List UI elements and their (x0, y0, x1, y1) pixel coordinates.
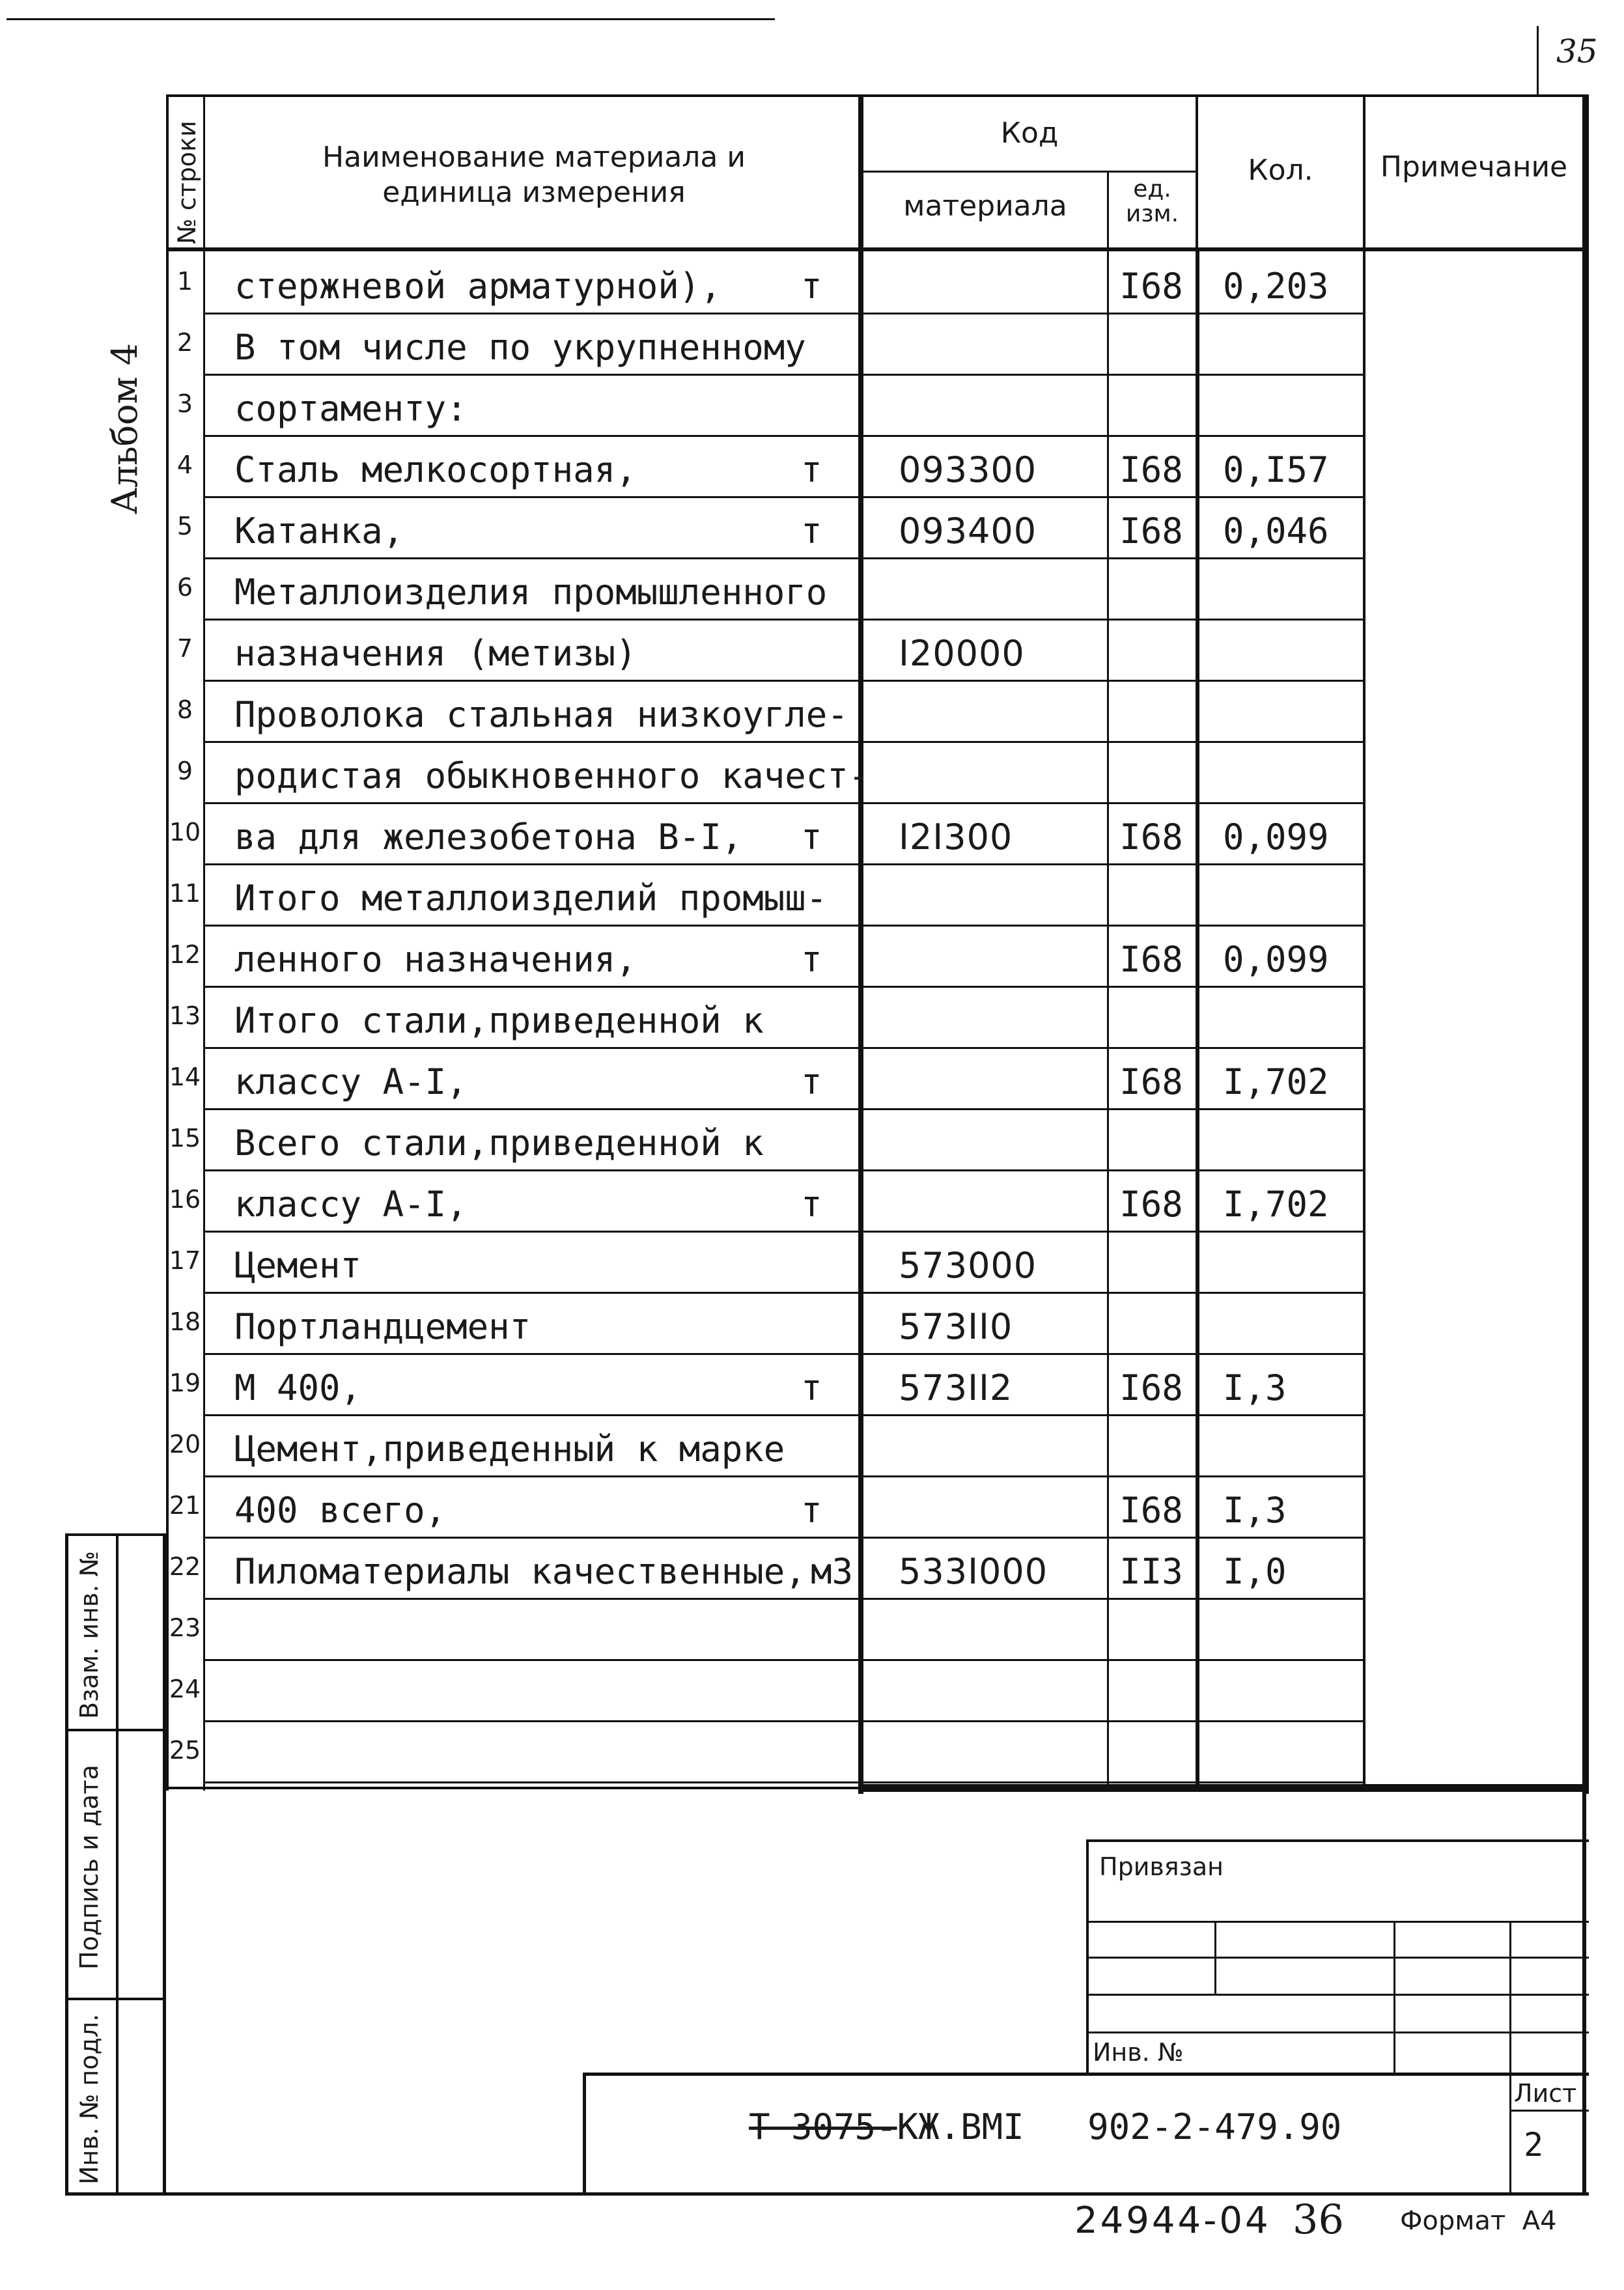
header-code: Код (1000, 117, 1059, 150)
row-divider-qty (1199, 1169, 1365, 1171)
row-divider (203, 863, 858, 865)
row-divider-code (863, 496, 1197, 498)
row-divider-code (863, 925, 1197, 927)
row-divider-qty (1199, 435, 1365, 437)
sheet-value: 2 (1524, 2126, 1544, 2164)
row-divider-code (863, 619, 1197, 621)
header-row-no: № строки (173, 120, 201, 244)
row-divider-code (863, 863, 1197, 865)
row-divider-qty (1199, 1108, 1365, 1110)
row-name: Всего стали,приведенной к (234, 1123, 764, 1164)
row-divider (203, 1659, 858, 1661)
row-divider-qty (1199, 741, 1365, 743)
row-name: назначения (метизы) (234, 633, 637, 674)
row-divider (203, 741, 858, 743)
row-divider-qty (1199, 1781, 1365, 1783)
row-name: классу А-I, (234, 1184, 468, 1225)
row-divider-qty (1199, 1475, 1365, 1477)
row-divider-qty (1199, 1720, 1365, 1722)
row-name: Итого стали,приведенной к (234, 1000, 764, 1041)
row-divider-code (863, 374, 1197, 376)
row-name: Пиломатериалы качественные, (234, 1551, 806, 1592)
stamp-inv-podl: Инв. № подл. (75, 2013, 104, 2185)
row-number: 5 (176, 512, 193, 540)
row-quantity: 0,099 (1223, 939, 1329, 980)
row-divider-code (863, 1598, 1197, 1600)
header-name: Наименование материала и единица измерения (322, 141, 746, 209)
row-name: сортаменту: (234, 388, 468, 429)
row-name: Катанка, (234, 510, 404, 552)
row-name: Металлоизделия промышленного (234, 572, 828, 613)
row-divider (203, 986, 858, 988)
row-number: 15 (169, 1124, 201, 1152)
row-name: ва для железобетона В-I, (234, 817, 743, 858)
row-number: 11 (169, 879, 201, 908)
inv-no-label: Инв. № (1093, 2038, 1184, 2067)
sheet-label: Лист (1514, 2079, 1577, 2108)
row-name: Цемент (234, 1245, 362, 1286)
row-divider-qty (1199, 1598, 1365, 1600)
row-divider-code (863, 1475, 1197, 1477)
row-name: В том числе по укрупненному (234, 327, 806, 368)
privyazan-label: Привязан (1099, 1852, 1224, 1881)
row-number: 13 (169, 1001, 201, 1030)
row-divider-qty (1199, 802, 1365, 804)
row-name: стержневой арматурной), (234, 266, 721, 307)
row-unit-inline: т (801, 817, 822, 858)
row-divider-code (863, 1659, 1197, 1661)
row-unit-code: I68 (1119, 510, 1183, 552)
header-unit: ед. изм. (1125, 176, 1179, 227)
row-divider (203, 1475, 858, 1477)
footer-format: Формат А4 (1400, 2206, 1557, 2236)
row-divider-code (863, 557, 1197, 559)
row-divider (203, 1047, 858, 1049)
row-divider-code (863, 1169, 1197, 1171)
row-divider-code (863, 986, 1197, 988)
row-unit-inline: т (801, 510, 822, 552)
row-divider (203, 435, 858, 437)
footer-copy: 36 (1293, 2196, 1344, 2243)
row-divider-code (863, 1414, 1197, 1416)
row-number: 19 (169, 1369, 201, 1397)
row-divider-code (863, 1537, 1197, 1539)
row-number: 24 (169, 1675, 201, 1703)
header-note: Примечание (1380, 150, 1568, 184)
row-divider-qty (1199, 1292, 1365, 1294)
row-quantity: I,3 (1223, 1490, 1287, 1531)
row-material-code: I20000 (899, 633, 1025, 674)
row-quantity: 0,203 (1223, 266, 1329, 307)
row-name: ленного назначения, (234, 939, 637, 980)
row-divider-qty (1199, 863, 1365, 865)
row-divider (203, 925, 858, 927)
album-label: Альбом 4 (104, 342, 145, 514)
row-number: 25 (169, 1736, 201, 1765)
row-divider-code (863, 680, 1197, 682)
row-divider-code (863, 741, 1197, 743)
row-number: 21 (169, 1491, 201, 1520)
row-divider-qty (1199, 986, 1365, 988)
row-quantity: I,3 (1223, 1367, 1287, 1408)
row-divider (203, 557, 858, 559)
row-unit-code: II3 (1119, 1551, 1183, 1592)
row-divider (203, 374, 858, 376)
row-divider-code (863, 1781, 1197, 1783)
top-rule (7, 18, 775, 20)
row-divider-code (863, 1353, 1197, 1355)
row-divider-code (863, 1047, 1197, 1049)
row-unit-code: I68 (1119, 939, 1183, 980)
row-unit-code: I68 (1119, 817, 1183, 858)
row-material-code: 573II2 (899, 1367, 1013, 1408)
row-name: родистая обыкновенного качест- (234, 755, 870, 796)
doc-code-main: КЖ.ВМI 902-2-479.90 (897, 2106, 1342, 2147)
row-unit-inline: т (801, 1490, 822, 1531)
row-number: 3 (176, 389, 193, 418)
row-number: 12 (169, 940, 201, 969)
row-name: Проволока стальная низкоугле- (234, 694, 848, 735)
row-name: Цемент,приведенный к марке (234, 1429, 785, 1470)
row-divider (203, 1353, 858, 1355)
row-material-code: I2I300 (899, 817, 1013, 858)
row-material-code: 533I000 (899, 1551, 1048, 1592)
row-number: 23 (169, 1613, 201, 1642)
row-divider-code (863, 1108, 1197, 1110)
row-divider-qty (1199, 557, 1365, 559)
row-unit-code: I68 (1119, 1367, 1183, 1408)
row-material-code: 573II0 (899, 1306, 1013, 1347)
row-divider (203, 1537, 858, 1539)
row-quantity: 0,099 (1223, 817, 1329, 858)
row-divider-qty (1199, 496, 1365, 498)
row-number: 14 (169, 1063, 201, 1091)
doc-code-struck: Т 3075- (749, 2106, 897, 2147)
row-name: классу А-I, (234, 1061, 468, 1102)
row-number: 17 (169, 1246, 201, 1275)
row-number: 4 (176, 451, 193, 479)
row-unit-inline: т (801, 1061, 822, 1102)
row-unit-code: I68 (1119, 1490, 1183, 1531)
row-divider (203, 1598, 858, 1600)
row-number: 1 (176, 267, 193, 296)
row-number: 16 (169, 1185, 201, 1214)
row-divider-qty (1199, 680, 1365, 682)
row-divider-code (863, 802, 1197, 804)
row-name: Портландцемент (234, 1306, 531, 1347)
row-unit-inline: т (801, 1367, 822, 1408)
row-divider-code (863, 435, 1197, 437)
row-divider-qty (1199, 619, 1365, 621)
row-number: 2 (176, 328, 193, 357)
stamp-podpis-data: Подпись и дата (75, 1765, 104, 1970)
row-divider (203, 313, 858, 314)
row-divider-code (863, 1720, 1197, 1722)
corner-rule (1537, 26, 1539, 94)
row-material-code: 573000 (899, 1245, 1037, 1286)
row-number: 7 (176, 634, 193, 663)
row-unit-inline: т (801, 1184, 822, 1225)
row-divider-qty (1199, 1537, 1365, 1539)
page-number: 35 (1556, 33, 1598, 70)
row-name: Итого металлоизделий промыш- (234, 878, 828, 919)
row-divider (203, 802, 858, 804)
row-number: 10 (169, 818, 201, 846)
row-divider (203, 1781, 858, 1783)
row-divider (203, 619, 858, 621)
row-unit-inline: т (801, 266, 822, 307)
row-divider-qty (1199, 1414, 1365, 1416)
row-name: М 400, (234, 1367, 362, 1408)
row-quantity: 0,046 (1223, 510, 1329, 552)
row-divider-code (863, 1292, 1197, 1294)
row-number: 22 (169, 1552, 201, 1581)
row-name: Сталь мелкосортная, (234, 449, 637, 490)
row-number: 18 (169, 1307, 201, 1336)
row-divider (203, 1108, 858, 1110)
footer-number: 24944-04 (1074, 2199, 1271, 2242)
row-unit-code: I68 (1119, 449, 1183, 490)
row-divider-code (863, 1231, 1197, 1233)
row-unit-inline: м3 (811, 1551, 854, 1592)
row-unit-inline: т (801, 939, 822, 980)
row-quantity: I,0 (1223, 1551, 1287, 1592)
row-number: 8 (176, 695, 193, 724)
row-divider-qty (1199, 374, 1365, 376)
row-divider (203, 1414, 858, 1416)
row-divider-qty (1199, 1047, 1365, 1049)
row-name: 400 всего, (234, 1490, 447, 1531)
row-divider-qty (1199, 925, 1365, 927)
row-unit-code: I68 (1119, 266, 1183, 307)
header-material: материала (903, 189, 1067, 223)
row-divider-qty (1199, 1231, 1365, 1233)
row-divider (203, 1292, 858, 1294)
row-divider (203, 1169, 858, 1171)
row-divider-qty (1199, 1353, 1365, 1355)
row-unit-code: I68 (1119, 1184, 1183, 1225)
header-qty: Кол. (1248, 154, 1313, 187)
doc-code (749, 2106, 1341, 2147)
row-material-code: 093300 (899, 449, 1037, 490)
row-divider-qty (1199, 313, 1365, 314)
row-divider (203, 496, 858, 498)
row-divider-code (863, 313, 1197, 314)
row-divider (203, 1720, 858, 1722)
row-number: 9 (176, 757, 193, 785)
row-quantity: 0,I57 (1223, 449, 1329, 490)
row-divider (203, 680, 858, 682)
row-number: 6 (176, 573, 193, 602)
row-material-code: 093400 (899, 510, 1037, 552)
row-number: 20 (169, 1430, 201, 1459)
row-unit-inline: т (801, 449, 822, 490)
row-quantity: I,702 (1223, 1184, 1329, 1225)
row-divider (203, 1231, 858, 1233)
row-quantity: I,702 (1223, 1061, 1329, 1102)
stamp-vzam-inv: Взам. инв. № (75, 1550, 104, 1719)
row-unit-code: I68 (1119, 1061, 1183, 1102)
row-divider-qty (1199, 1659, 1365, 1661)
